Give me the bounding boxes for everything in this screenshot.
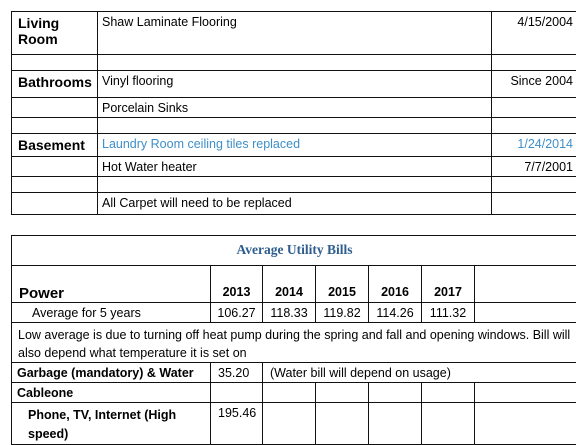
year-2016: 2016	[369, 266, 422, 303]
empty-cell	[475, 303, 576, 323]
phone-value: 195.46	[211, 403, 263, 445]
empty-cell	[263, 403, 316, 445]
room-item	[98, 177, 492, 193]
room-item: Shaw Laminate Flooring	[98, 12, 492, 55]
empty-cell	[369, 403, 422, 445]
year-2014: 2014	[263, 266, 316, 303]
power-label: Power	[12, 266, 211, 303]
empty-cell	[263, 383, 316, 403]
year-2017: 2017	[422, 266, 475, 303]
room-item: All Carpet will need to be replaced	[98, 193, 492, 215]
avg-2013: 106.27	[211, 303, 263, 323]
room-date: 4/15/2004	[492, 12, 576, 55]
room-name: Bathrooms	[12, 71, 98, 98]
avg-2017: 111.32	[422, 303, 475, 323]
room-item: Vinyl flooring	[98, 71, 492, 98]
room-item: Laundry Room ceiling tiles replaced	[98, 134, 492, 157]
utility-bills-table	[11, 235, 576, 445]
avg-2015: 119.82	[316, 303, 369, 323]
empty-cell	[422, 383, 475, 403]
room-row	[12, 177, 576, 193]
room-name	[12, 177, 98, 193]
room-item: Porcelain Sinks	[98, 98, 492, 118]
room-name: Living Room	[12, 12, 98, 55]
cable-label: Cableone	[12, 383, 211, 403]
room-date	[492, 55, 576, 71]
year-2013: 2013	[211, 266, 263, 303]
room-updates-table	[11, 11, 576, 215]
room-date: Since 2004	[492, 71, 576, 98]
room-name	[12, 193, 98, 215]
empty-cell	[369, 383, 422, 403]
room-row	[12, 98, 576, 118]
room-name	[12, 157, 98, 177]
room-row	[12, 134, 576, 157]
room-date	[492, 177, 576, 193]
garbage-note: (Water bill will depend on usage)	[263, 363, 576, 383]
avg-2016: 114.26	[369, 303, 422, 323]
room-name: Basement	[12, 134, 98, 157]
room-name	[12, 98, 98, 118]
room-row	[12, 193, 576, 215]
average-note: Low average is due to turning off heat pump during the spring and fall and opening windows. Bill will also depend what temperature it is set on	[12, 323, 576, 363]
utility-title: Average Utility Bills	[12, 236, 576, 266]
room-date: 1/24/2014	[492, 134, 576, 157]
room-item: Hot Water heater	[98, 157, 492, 177]
year-2015: 2015	[316, 266, 369, 303]
room-row	[12, 157, 576, 177]
phone-label: Phone, TV, Internet (High speed)	[12, 403, 211, 445]
empty-cell	[316, 383, 369, 403]
room-date	[492, 98, 576, 118]
room-name	[12, 55, 98, 71]
empty-cell	[422, 403, 475, 445]
room-date: 7/7/2001	[492, 157, 576, 177]
room-row	[12, 118, 576, 134]
empty-cell	[316, 403, 369, 445]
room-row	[12, 12, 576, 55]
garbage-label: Garbage (mandatory) & Water	[12, 363, 211, 383]
room-date	[492, 118, 576, 134]
room-row	[12, 71, 576, 98]
room-name	[12, 118, 98, 134]
empty-cell	[475, 403, 576, 445]
avg-2014: 118.33	[263, 303, 316, 323]
room-date	[492, 193, 576, 215]
room-row	[12, 55, 576, 71]
empty-cell	[475, 383, 576, 403]
room-item	[98, 55, 492, 71]
empty-cell	[475, 266, 576, 303]
empty-cell	[211, 383, 263, 403]
garbage-value: 35.20	[211, 363, 263, 383]
average-label: Average for 5 years	[12, 303, 211, 323]
room-item	[98, 118, 492, 134]
room-updates-body	[12, 12, 576, 215]
